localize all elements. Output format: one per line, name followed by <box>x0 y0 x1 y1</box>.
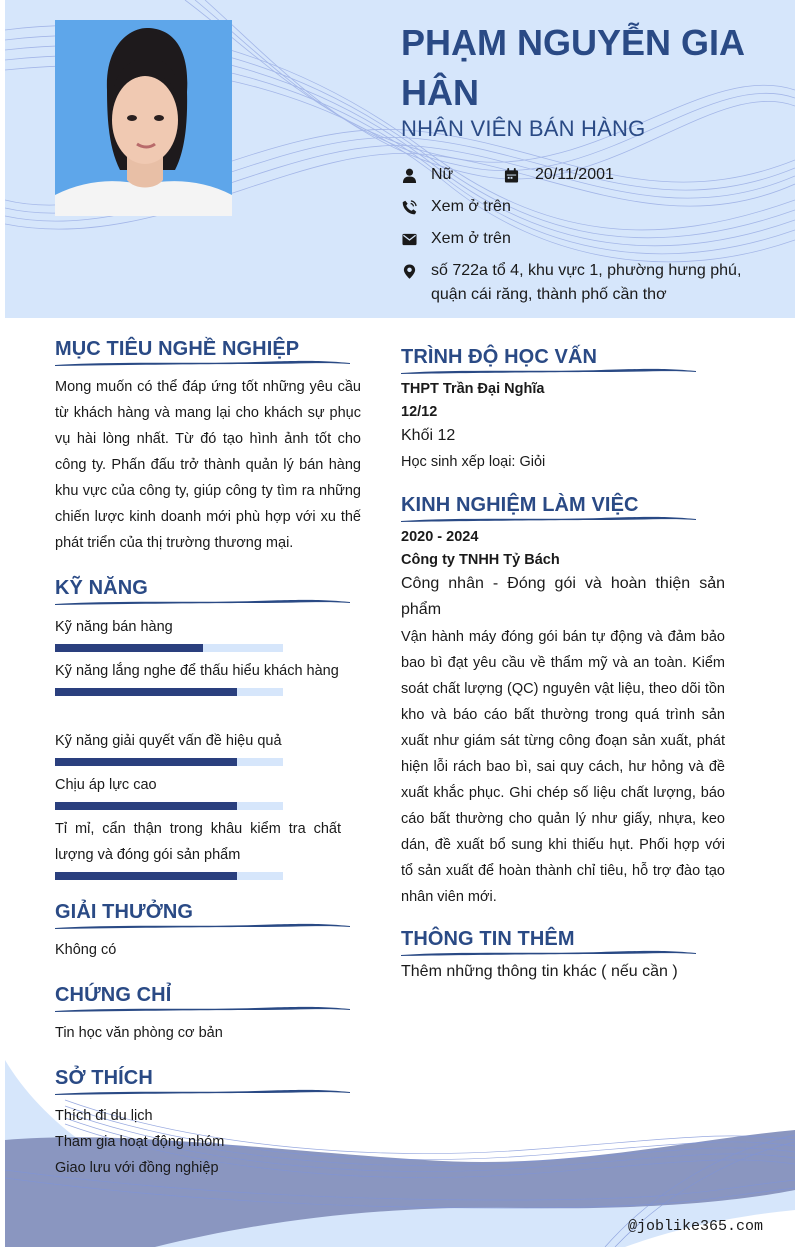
awards-title: GIẢI THƯỞNG <box>55 901 194 923</box>
skill-level-fill <box>55 688 237 696</box>
skills-underline <box>55 598 350 606</box>
birthday-row <box>503 166 614 187</box>
hobbies-title: SỞ THÍCH <box>55 1067 153 1089</box>
objective-underline <box>55 359 350 367</box>
birthday-value: 20/11/2001 <box>535 166 614 183</box>
education-class: Khối 12 <box>401 427 456 444</box>
gender-value: Nữ <box>431 166 454 183</box>
experience-title: KINH NGHIỆM LÀM VIỆC <box>401 494 639 516</box>
certificates-title: CHỨNG CHỈ <box>55 984 172 1006</box>
profile-photo <box>55 20 232 216</box>
phone-row <box>401 198 511 219</box>
calendar-icon <box>503 167 519 183</box>
address-value: số 722a tổ 4, khu vực 1, phường hưng phú, quận cái răng, thành phố cần thơ <box>431 262 742 303</box>
email-value: Xem ở trên <box>431 230 511 247</box>
experience-position: Công nhân - Đóng gói và hoàn thiện sản phẩm <box>401 575 725 618</box>
skill-item <box>55 772 341 810</box>
job-title: NHÂN VIÊN BÁN HÀNG <box>401 116 646 141</box>
objective-title: MỤC TIÊU NGHỀ NGHIỆP <box>55 338 300 360</box>
cv-page <box>5 0 795 1247</box>
skill-name: Kỹ năng giải quyết vấn đề hiệu quả <box>55 733 282 749</box>
certificates-underline <box>55 1005 350 1013</box>
email-row <box>401 230 511 251</box>
additional-underline <box>401 949 696 957</box>
additional-title: THÔNG TIN THÊM <box>401 928 575 950</box>
hobby-item: Thích đi du lịch <box>55 1108 153 1124</box>
education-grade: 12/12 <box>401 404 438 420</box>
additional-text: Thêm những thông tin khác ( nếu cần ) <box>401 963 678 980</box>
skill-item <box>55 614 341 652</box>
education-school: THPT Trần Đại Nghĩa <box>401 381 545 397</box>
cv-header <box>5 0 795 318</box>
hobbies-underline <box>55 1088 350 1096</box>
email-icon <box>401 231 417 247</box>
location-icon <box>401 263 417 279</box>
skill-name: Tỉ mỉ, cẩn thận trong khâu kiểm tra chất lượng và đóng gói sản phẩm <box>55 821 341 863</box>
skill-item <box>55 658 341 696</box>
skill-level-bar <box>55 644 283 652</box>
skill-level-fill <box>55 758 237 766</box>
candidate-name: PHẠM NGUYỄN GIA HÂN <box>401 22 744 113</box>
skills-title: KỸ NĂNG <box>55 577 148 599</box>
skill-level-bar <box>55 802 283 810</box>
skill-level-fill <box>55 802 237 810</box>
address-row <box>401 262 781 307</box>
education-underline <box>401 367 696 375</box>
user-icon <box>401 167 417 183</box>
experience-underline <box>401 515 696 523</box>
awards-underline <box>55 922 350 930</box>
awards-text: Không có <box>55 942 117 958</box>
objective-text: Mong muốn có thể đáp ứng tốt những yêu cầu từ khách hàng và mang lại cho khách sự phục vụ hài lòng nhất. Từ đó tạo hình ảnh tốt cho công ty. Phấn đấu trở thành quản lý bán hàng khu vực của công ty, giúp công ty tìm ra những chiến lược kinh doanh mới phù hợp với xu thế phát triển của thị trường thương mại. <box>55 379 361 551</box>
skill-level-fill <box>55 872 237 880</box>
experience-period: 2020 - 2024 <box>401 529 479 545</box>
hobby-item: Tham gia hoạt động nhóm <box>55 1134 225 1150</box>
gender-row <box>401 166 453 187</box>
education-note: Học sinh xếp loại: Giỏi <box>401 454 546 470</box>
skill-item <box>55 728 341 766</box>
skill-name: Kỹ năng lắng nghe để thấu hiểu khách hàng <box>55 663 339 679</box>
skill-item <box>55 816 341 880</box>
phone-icon <box>401 199 417 215</box>
skill-level-bar <box>55 872 283 880</box>
skill-level-bar <box>55 758 283 766</box>
skill-level-bar <box>55 688 283 696</box>
education-title: TRÌNH ĐỘ HỌC VẤN <box>401 346 598 368</box>
phone-value: Xem ở trên <box>431 198 511 215</box>
experience-company: Công ty TNHH Tỷ Bách <box>401 552 560 568</box>
experience-description: Vận hành máy đóng gói bán tự động và đảm bảo bao bì đạt yêu cầu về thẩm mỹ và an toàn. Kiểm soát chất lượng (QC) nguyên vật liệu, theo dõi tồn kho và báo cáo bất thường trong quá trình sản xuất như giám sát từng công đoạn sản xuất, phát hiện lỗi rách bao bì, sai quy cách, hư hỏng và đề xuất khắc phục. Ghi chép số liệu chất lượng, báo cáo bất thường cho quản lý như giấy, nhựa, keo dán, đề xuất bổ sung khi thiếu hụt. Phối hợp với tổ sản xuất để hoàn thành chỉ tiêu, hỗ trợ đào tạo nhân viên mới. <box>401 629 725 905</box>
certificates-text: Tin học văn phòng cơ bản <box>55 1025 223 1041</box>
skill-name: Chịu áp lực cao <box>55 777 157 793</box>
skill-level-fill <box>55 644 203 652</box>
hobby-item: Giao lưu với đồng nghiệp <box>55 1160 219 1176</box>
skill-name: Kỹ năng bán hàng <box>55 619 173 635</box>
watermark-text: @joblike365.com <box>627 1218 763 1235</box>
